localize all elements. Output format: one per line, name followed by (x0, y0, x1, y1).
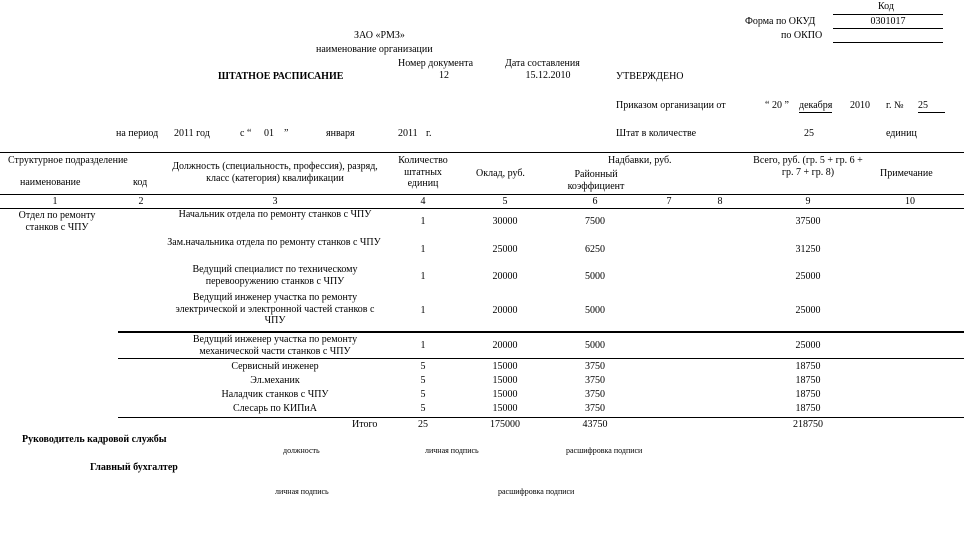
salary-cell: 20000 (492, 305, 518, 316)
position-cell: Начальник отдела по ремонту станков с ЧПУ (178, 209, 372, 220)
salary-header: Оклад, руб. (476, 168, 525, 179)
position-cell: Ведущий инженер участка по ремонту электрической и электронной частей станков с ЧПУ (175, 292, 375, 326)
period-quote: ” (284, 128, 289, 139)
order-label: Приказом организации от (616, 100, 726, 111)
regional-cell: 5000 (585, 271, 605, 282)
col-num-10: 10 (905, 196, 915, 207)
period-year2: 2011 (398, 128, 418, 139)
total-sum: 218750 (793, 419, 823, 430)
col-num-2: 2 (138, 196, 144, 207)
allowances-header: Надбавки, руб. (608, 155, 672, 166)
struct-code-header: код (133, 177, 148, 188)
col-num-3: 3 (272, 196, 278, 207)
total-cell: 18750 (795, 361, 821, 372)
kod-top-line (833, 14, 943, 15)
position-cell: Сервисный инженер (231, 361, 319, 372)
kod-label: Код (878, 1, 894, 12)
okud-label: Форма по ОКУД (745, 16, 816, 27)
position-cell: Зам.начальника отдела по ремонту станков с ЧПУ (167, 237, 381, 248)
col-num-7: 7 (666, 196, 672, 207)
total-header: Всего, руб. (гр. 5 + гр. 6 + гр. 7 + гр. 8) (753, 155, 863, 178)
period-g: г. (426, 128, 432, 139)
approved-label: УТВЕРЖДЕНО (616, 71, 684, 82)
signature-caption-2: личная подпись (275, 487, 329, 496)
salary-cell: 20000 (492, 271, 518, 282)
position-header: Должность (специальность, профессия), разряд, класс (категория) квалификации (172, 161, 378, 184)
total-count: 25 (418, 419, 428, 430)
doc-number: 12 (439, 70, 449, 81)
total-cell: 37500 (795, 216, 821, 227)
doc-date-label: Дата составления (505, 58, 580, 69)
regional-cell: 7500 (585, 216, 605, 227)
signature-caption: личная подпись (425, 446, 479, 455)
col-num-8: 8 (717, 196, 723, 207)
order-month: декабря (799, 100, 833, 111)
period-from: с “ (240, 128, 252, 139)
position-cell: Эл.механик (250, 375, 300, 386)
total-salary: 175000 (490, 419, 520, 430)
position-cell: Ведущий инженер участка по ремонту механической части станков с ЧПУ (192, 334, 358, 357)
count-cell: 1 (420, 305, 426, 316)
col-num-1: 1 (52, 196, 58, 207)
period-year: 2011 год (174, 128, 210, 139)
count-cell: 5 (420, 375, 426, 386)
salary-cell: 15000 (492, 403, 518, 414)
order-number: 25 (918, 100, 928, 111)
count-cell: 1 (420, 271, 426, 282)
staff-label: Штат в количестве (616, 128, 697, 139)
row-separator (118, 358, 964, 359)
decode-caption-2: расшифровка подписи (498, 487, 575, 496)
struct-name-header: наименование (20, 177, 81, 188)
document-title: ШТАТНОЕ РАСПИСАНИЕ (218, 71, 344, 82)
total-regional: 43750 (582, 419, 608, 430)
col-num-4: 4 (420, 196, 426, 207)
salary-cell: 30000 (492, 216, 518, 227)
count-cell: 1 (420, 244, 426, 255)
count-cell: 5 (420, 403, 426, 414)
position-cell: Наладчик станков с ЧПУ (221, 389, 329, 400)
regional-header: Районный коэффициент (567, 169, 625, 192)
position-cell: Слесарь по КИПиА (233, 403, 317, 414)
salary-cell: 15000 (492, 389, 518, 400)
org-name: ЗАО «РМЗ» (354, 30, 405, 41)
salary-cell: 20000 (492, 340, 518, 351)
total-cell: 31250 (795, 244, 821, 255)
salary-cell: 15000 (492, 375, 518, 386)
order-year-suffix: г. № (886, 100, 904, 111)
period-month: января (326, 128, 355, 139)
period-day: 01 (264, 128, 274, 139)
col-num-5: 5 (502, 196, 508, 207)
okud-value: 0301017 (870, 16, 906, 27)
staff-count: 25 (804, 128, 814, 139)
regional-cell: 3750 (585, 403, 605, 414)
total-cell: 18750 (795, 389, 821, 400)
count-cell: 1 (420, 216, 426, 227)
total-cell: 25000 (795, 271, 821, 282)
okpo-line (833, 42, 943, 43)
regional-cell: 3750 (585, 375, 605, 386)
count-header: Количество штатных единиц (398, 155, 448, 189)
totals-line (118, 417, 964, 418)
position-cell: Ведущий специалист по техническому перевооружению станков с ЧПУ (192, 264, 358, 287)
header-bottom-line (0, 194, 964, 195)
total-cell: 25000 (795, 305, 821, 316)
regional-cell: 3750 (585, 389, 605, 400)
regional-cell: 3750 (585, 361, 605, 372)
decode-caption: расшифровка подписи (566, 446, 643, 455)
count-cell: 5 (420, 361, 426, 372)
order-day: “ 20 ” (765, 100, 789, 111)
regional-cell: 6250 (585, 244, 605, 255)
order-year: 2010 (850, 100, 870, 111)
department-name: Отдел по ремонту станков с ЧПУ (18, 210, 96, 233)
numbers-bottom-line (0, 208, 964, 209)
total-cell: 25000 (795, 340, 821, 351)
okpo-label: по ОКПО (781, 30, 823, 41)
col-num-6: 6 (592, 196, 598, 207)
count-cell: 5 (420, 389, 426, 400)
regional-cell: 5000 (585, 340, 605, 351)
doc-date: 15.12.2010 (525, 70, 571, 81)
doc-number-label: Номер документа (398, 58, 474, 69)
org-caption: наименование организации (316, 44, 433, 55)
struct-header: Структурное подразделение (8, 155, 128, 166)
row-separator-thick (118, 331, 964, 333)
order-number-line (918, 112, 945, 113)
total-cell: 18750 (795, 403, 821, 414)
regional-cell: 5000 (585, 305, 605, 316)
position-caption: должность (283, 446, 320, 455)
table-top-line (0, 152, 964, 153)
salary-cell: 15000 (492, 361, 518, 372)
okud-line (833, 28, 943, 29)
total-label: Итого (352, 419, 378, 430)
chief-accountant-label: Главный бухгалтер (90, 462, 178, 473)
period-label: на период (116, 128, 159, 139)
hr-head-label: Руководитель кадровой службы (22, 434, 167, 445)
staff-units: единиц (886, 128, 917, 139)
col-num-9: 9 (805, 196, 811, 207)
total-cell: 18750 (795, 375, 821, 386)
note-header: Примечание (880, 168, 933, 179)
count-cell: 1 (420, 340, 426, 351)
salary-cell: 25000 (492, 244, 518, 255)
